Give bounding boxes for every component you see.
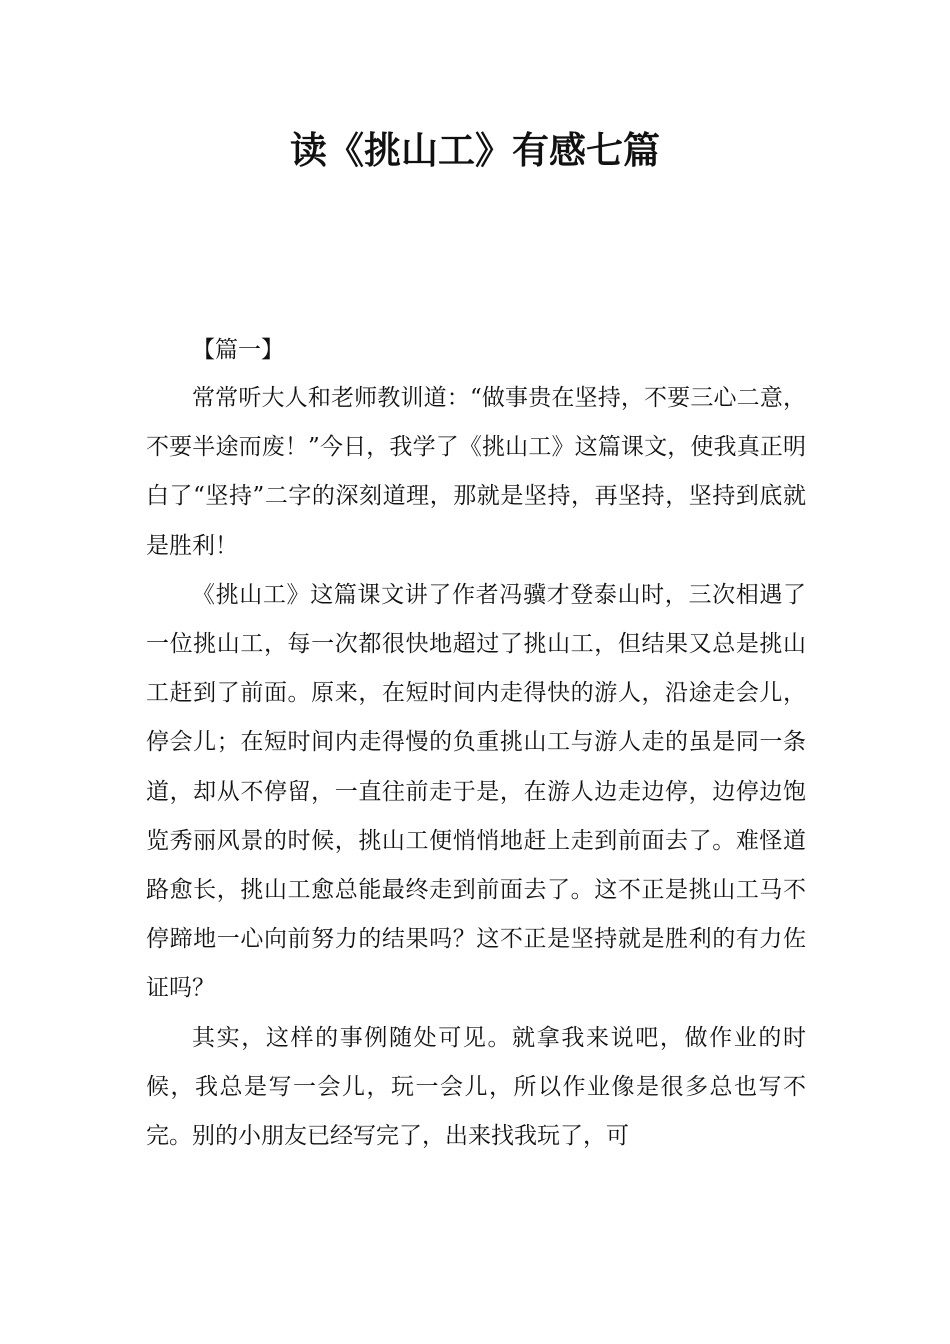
- document-title: 读《挑山工》有感七篇: [290, 129, 660, 172]
- paragraph-1: 常常听大人和老师教训道：“做事贵在坚持，不要三心二意，不要半途而废！”今日，我学了《挑山工》这篇课文，使我真正明白了“坚持”二字的深刻道理，那就是坚持，再坚持，坚持到底就是胜利！: [146, 385, 806, 559]
- paragraph-2: 《挑山工》这篇课文讲了作者冯骥才登泰山时，三次相遇了一位挑山工，每一次都很快地超过了挑山工，但结果又总是挑山工赶到了前面。原来，在短时间内走得快的游人，沿途走会儿，停会儿；在短时间内走得慢的负重挑山工与游人走的虽是同一条道，却从不停留，一直往前走于是，在游人边走边停，边停边饱览秀丽风景的时候，挑山工便悄悄地赶上走到前面去了。难怪道路愈长，挑山工愈总能最终走到前面去了。这不正是挑山工马不停蹄地一心向前努力的结果吗？这不正是坚持就是胜利的有力佐证吗？: [146, 581, 806, 1002]
- section-heading: 【篇一】: [192, 337, 284, 363]
- document-body: [146, 326, 806, 1161]
- paragraph-3: 其实，这样的事例随处可见。就拿我来说吧，做作业的时候，我总是写一会儿，玩一会儿，所以作业像是很多总也写不完。别的小朋友已经写完了，出来找我玩了，可: [146, 1024, 806, 1150]
